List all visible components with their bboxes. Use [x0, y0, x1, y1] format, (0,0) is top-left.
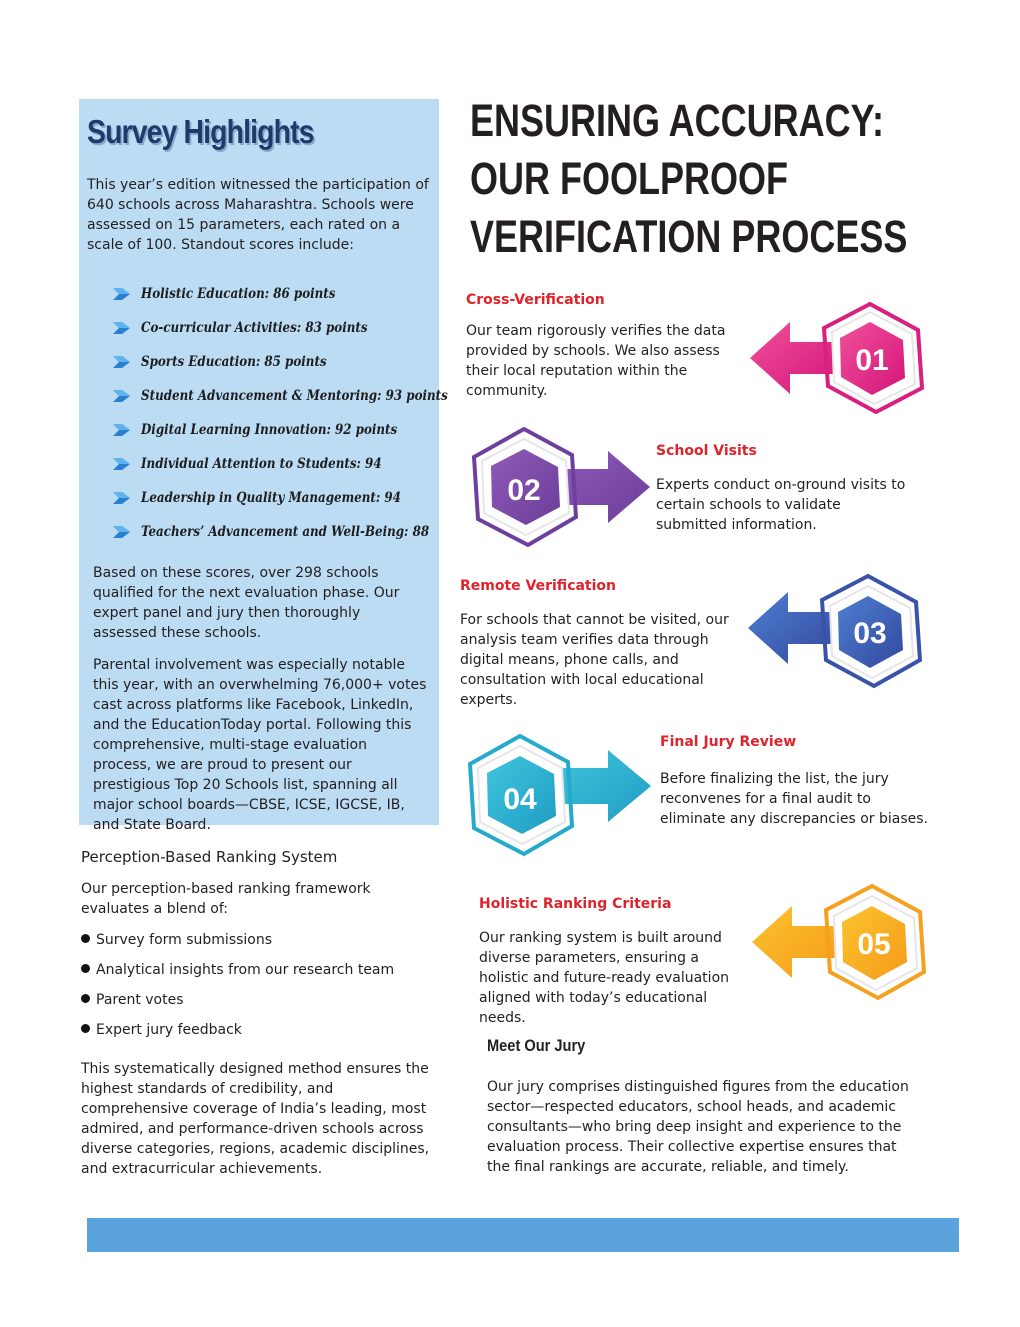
step-number: 02 [507, 474, 541, 507]
step-number: 03 [853, 617, 887, 650]
step-title-holistic-ranking: Holistic Ranking Criteria [479, 896, 672, 912]
list-item: Co-curricular Activities: 83 points [113, 316, 398, 340]
list-item: Student Advancement & Mentoring: 93 points [113, 384, 490, 408]
step-desc-cross-verification: Our team rigorously verifies the data provided by schools. We also assess their local reputation within the community. [466, 323, 726, 399]
list-item: Parent votes [81, 992, 184, 1008]
list-item: Leadership in Quality Management: 94 [113, 486, 436, 510]
perception-intro: Our perception-based ranking framework evaluates a blend of: [81, 881, 371, 917]
step-number: 04 [503, 783, 537, 816]
step-title-school-visits: School Visits [656, 443, 757, 459]
arrow-bullet-icon [113, 423, 131, 437]
survey-intro: This year’s edition witnessed the participation of 640 schools across Maharashtra. Schools were assessed on 15 parameters, each rated on a scale of 100. Standout scores include: [87, 177, 429, 253]
step-desc-remote-verification: For schools that cannot be visited, our analysis team verifies data through digital means, phone calls, and consultation with local educational experts. [460, 612, 729, 708]
step-number: 05 [857, 928, 891, 961]
list-item: Teachers’ Advancement and Well-Being: 88 [113, 520, 468, 544]
arrow-bullet-icon [113, 389, 131, 403]
perception-heading: Perception-Based Ranking System [81, 848, 338, 866]
bullet-dot-icon [81, 994, 90, 1003]
page-title: ENSURING ACCURACY: OUR FOOLPROOF VERIFICATION PROCESS [470, 95, 908, 262]
step-02-badge [462, 425, 652, 550]
list-item: Analytical insights from our research team [81, 962, 394, 978]
list-item: Sports Education: 85 points [113, 350, 352, 374]
bullet-dot-icon [81, 1024, 90, 1033]
step-04-badge [458, 732, 653, 857]
step-03-badge [746, 572, 931, 692]
step-01-badge [748, 298, 933, 418]
list-item: Holistic Education: 86 points [113, 282, 362, 306]
arrow-bullet-icon [113, 525, 131, 539]
step-desc-final-jury-review: Before finalizing the list, the jury reconvenes for a final audit to eliminate any discrepancies or biases. [660, 771, 929, 827]
survey-paragraph-parents: Parental involvement was especially notable this year, with an overwhelming 76,000+ votes cast across platforms like Facebook, LinkedIn, and the EducationToday portal. Following this comprehensive, multi-stage evaluation process, we are proud to present our prestigious Top 20 Schools list, spanning all major school boards—CBSE, ICSE, IGCSE, IB, and State Board. [93, 657, 427, 833]
survey-title: Survey Highlights [87, 113, 314, 150]
arrow-bullet-icon [113, 287, 131, 301]
arrow-bullet-icon [113, 491, 131, 505]
step-title-final-jury-review: Final Jury Review [660, 734, 797, 750]
bullet-dot-icon [81, 934, 90, 943]
perception-closing: This systematically designed method ensures the highest standards of credibility, and comprehensive coverage of India’s leading, most admired, and performance-driven schools across diverse categories, regions, academic disciplines, and extracurricular achievements. [81, 1061, 430, 1177]
list-item: Expert jury feedback [81, 1022, 242, 1038]
step-number: 01 [855, 344, 889, 377]
step-desc-school-visits: Experts conduct on-ground visits to certain schools to validate submitted information. [656, 477, 906, 533]
jury-heading: Meet Our Jury [487, 1036, 586, 1055]
step-05-badge [750, 880, 935, 1005]
bullet-dot-icon [81, 964, 90, 973]
jury-text: Our jury comprises distinguished figures from the education sector—respected educators, school heads, and academic consultants—who bring deep insight and experience to the evaluation process. Their collective expertise ensures that the final rankings are accurate, reliable, and timely. [487, 1079, 909, 1175]
list-item: Digital Learning Innovation: 92 points [113, 418, 432, 442]
arrow-bullet-icon [113, 355, 131, 369]
list-item: Individual Attention to Students: 94 [113, 452, 414, 476]
survey-paragraph-scores: Based on these scores, over 298 schools qualified for the next evaluation phase. Our expert panel and jury then thoroughly assessed these schools. [93, 565, 400, 641]
arrow-bullet-icon [113, 321, 131, 335]
list-item: Survey form submissions [81, 932, 272, 948]
step-title-cross-verification: Cross-Verification [466, 292, 605, 308]
step-desc-holistic-ranking: Our ranking system is built around diverse parameters, ensuring a holistic and future-ready evaluation aligned with today’s educational needs. [479, 930, 730, 1026]
step-title-remote-verification: Remote Verification [460, 578, 617, 594]
arrow-bullet-icon [113, 457, 131, 471]
footer-bar [87, 1218, 959, 1252]
